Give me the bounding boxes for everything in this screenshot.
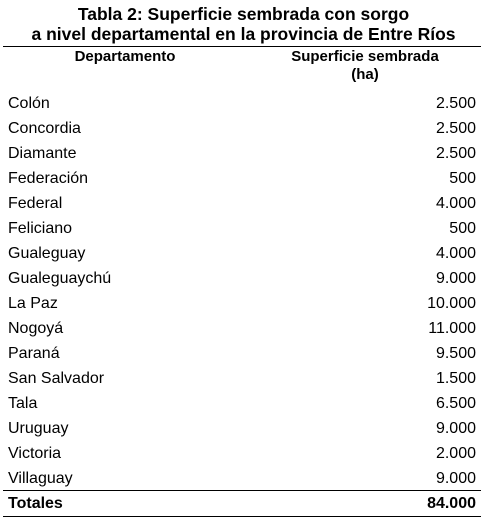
area-cell: 1.500 <box>435 370 476 387</box>
table-row <box>0 366 487 391</box>
department-cell: Victoria <box>8 445 62 462</box>
table-row <box>0 216 487 241</box>
table-row <box>0 291 487 316</box>
table-title-line-2: a nivel departamental en la provincia de Entre Ríos <box>31 24 456 44</box>
department-cell: Nogoyá <box>8 320 64 337</box>
area-cell: 6.500 <box>435 395 476 412</box>
area-cell: 500 <box>449 170 476 187</box>
area-cell: 2.500 <box>435 95 476 112</box>
department-cell: Concordia <box>8 120 81 137</box>
table-row <box>0 116 487 141</box>
department-cell: San Salvador <box>8 370 105 387</box>
department-cell: Gualeguay <box>8 245 86 262</box>
area-cell: 500 <box>449 220 476 237</box>
table-row <box>0 266 487 291</box>
table-row <box>0 316 487 341</box>
table-row <box>0 141 487 166</box>
department-cell: Colón <box>8 95 50 112</box>
area-cell: 2.500 <box>435 120 476 137</box>
department-cell: Uruguay <box>8 420 69 437</box>
department-cell: Paraná <box>8 345 60 362</box>
area-cell: 2.000 <box>435 445 476 462</box>
column-header-department: Departamento <box>74 48 176 65</box>
header-top-rule <box>3 46 481 47</box>
area-cell: 9.000 <box>435 420 476 437</box>
total-row <box>0 491 487 516</box>
table-title-line-1: Tabla 2: Superficie sembrada con sorgo <box>77 4 410 24</box>
column-header-area-line-1: Superficie sembrada <box>291 48 439 65</box>
area-cell: 9.000 <box>435 470 476 487</box>
table-title <box>0 4 487 44</box>
department-cell: Federación <box>8 170 89 187</box>
area-cell: 9.000 <box>435 270 476 287</box>
department-cell: La Paz <box>8 295 58 312</box>
table-row <box>0 416 487 441</box>
column-header-area <box>265 48 465 84</box>
area-cell: 4.000 <box>435 195 476 212</box>
table-body <box>0 91 487 491</box>
table-row <box>0 341 487 366</box>
area-cell: 11.000 <box>428 320 476 337</box>
total-label: Totales <box>8 495 63 512</box>
total-value: 84.000 <box>427 495 476 512</box>
department-cell: Diamante <box>8 145 77 162</box>
department-cell: Gualeguaychú <box>8 270 112 287</box>
department-cell: Tala <box>8 395 38 412</box>
department-cell: Federal <box>8 195 63 212</box>
area-cell: 4.000 <box>435 245 476 262</box>
table-row <box>0 241 487 266</box>
area-cell: 2.500 <box>435 145 476 162</box>
table-row <box>0 166 487 191</box>
table-row <box>0 91 487 116</box>
area-cell: 10.000 <box>427 295 476 312</box>
table-bottom-rule <box>3 516 481 517</box>
table-row <box>0 466 487 491</box>
area-cell: 9.500 <box>435 345 476 362</box>
column-header-area-unit: (ha) <box>351 66 379 83</box>
department-cell: Villaguay <box>8 470 73 487</box>
table-row <box>0 441 487 466</box>
table-row <box>0 191 487 216</box>
department-cell: Feliciano <box>8 220 73 237</box>
table-row <box>0 391 487 416</box>
